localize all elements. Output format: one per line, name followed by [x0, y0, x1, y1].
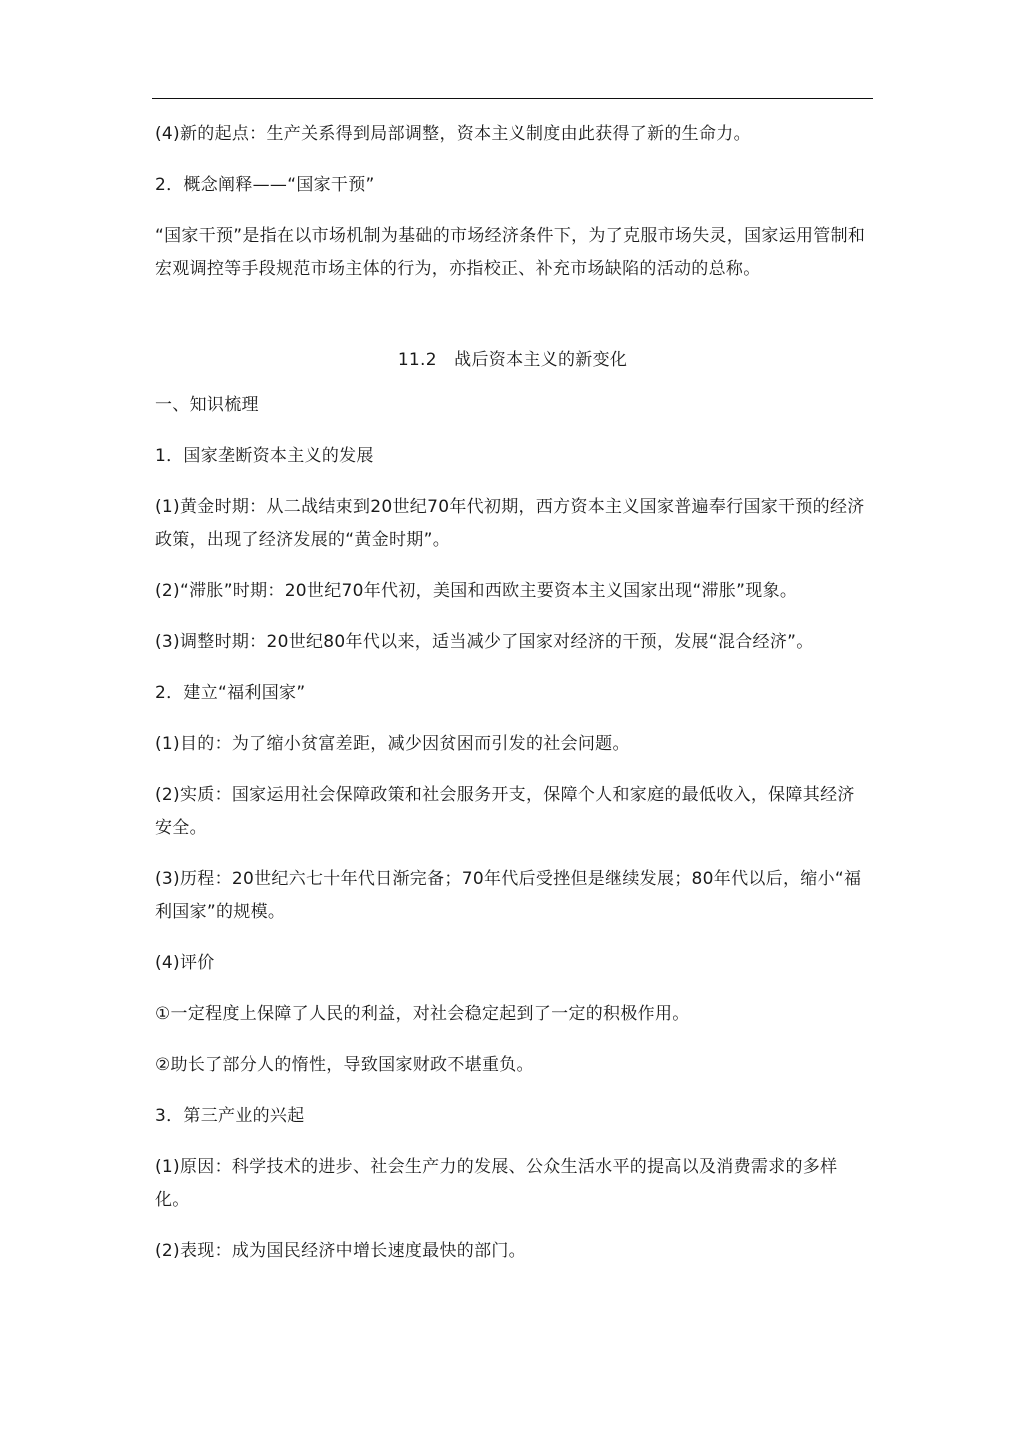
document-body: [155, 118, 870, 1268]
header-rule: [152, 98, 873, 99]
paragraph-welfare-essence: (2)实质：国家运用社会保障政策和社会服务开支，保障个人和家庭的最低收入，保障其经济安全。: [155, 785, 855, 838]
paragraph-tertiary-causes: (1)原因：科学技术的进步、社会生产力的发展、公众生活水平的提高以及消费需求的多样化。: [155, 1157, 838, 1210]
heading-welfare-state: 2．建立“福利国家”: [155, 683, 306, 703]
heading-welfare-evaluation: (4)评价: [155, 953, 215, 973]
paragraph-stagflation: (2)“滞胀”时期：20世纪70年代初，美国和西欧主要资本主义国家出现“滞胀”现象。: [155, 581, 798, 601]
heading-state-monopoly-capitalism: 1．国家垄断资本主义的发展: [155, 446, 374, 466]
heading-knowledge-review: 一、知识梳理: [155, 395, 259, 415]
paragraph-adjustment-period: (3)调整时期：20世纪80年代以来，适当减少了国家对经济的干预，发展“混合经济”。: [155, 632, 814, 652]
paragraph-golden-age: (1)黄金时期：从二战结束到20世纪70年代初期，西方资本主义国家普遍奉行国家干预的经济政策，出现了经济发展的“黄金时期”。: [155, 497, 865, 550]
paragraph-welfare-purpose: (1)目的：为了缩小贫富差距，减少因贫困而引发的社会问题。: [155, 734, 630, 754]
heading-concept-explanation: 2．概念阐释——“国家干预”: [155, 175, 375, 195]
paragraph-welfare-history: (3)历程：20世纪六七十年代日渐完备；70年代后受挫但是继续发展；80年代以后，缩小“福利国家”的规模。: [155, 869, 862, 922]
paragraph-state-intervention-definition: “国家干预”是指在以市场机制为基础的市场经济条件下，为了克服市场失灵，国家运用管制和宏观调控等手段规范市场主体的行为，亦指校正、补充市场缺陷的活动的总称。: [155, 226, 866, 279]
heading-tertiary-industry: 3．第三产业的兴起: [155, 1106, 305, 1126]
section-title: 11.2 战后资本主义的新变化: [397, 350, 628, 370]
paragraph-tertiary-performance: (2)表现：成为国民经济中增长速度最快的部门。: [155, 1241, 526, 1261]
paragraph-evaluation-negative: ②助长了部分人的惰性，导致国家财政不堪重负。: [155, 1055, 534, 1075]
paragraph-evaluation-positive: ①一定程度上保障了人民的利益，对社会稳定起到了一定的积极作用。: [155, 1004, 690, 1024]
paragraph-new-starting-point: (4)新的起点：生产关系得到局部调整，资本主义制度由此获得了新的生命力。: [155, 124, 751, 144]
